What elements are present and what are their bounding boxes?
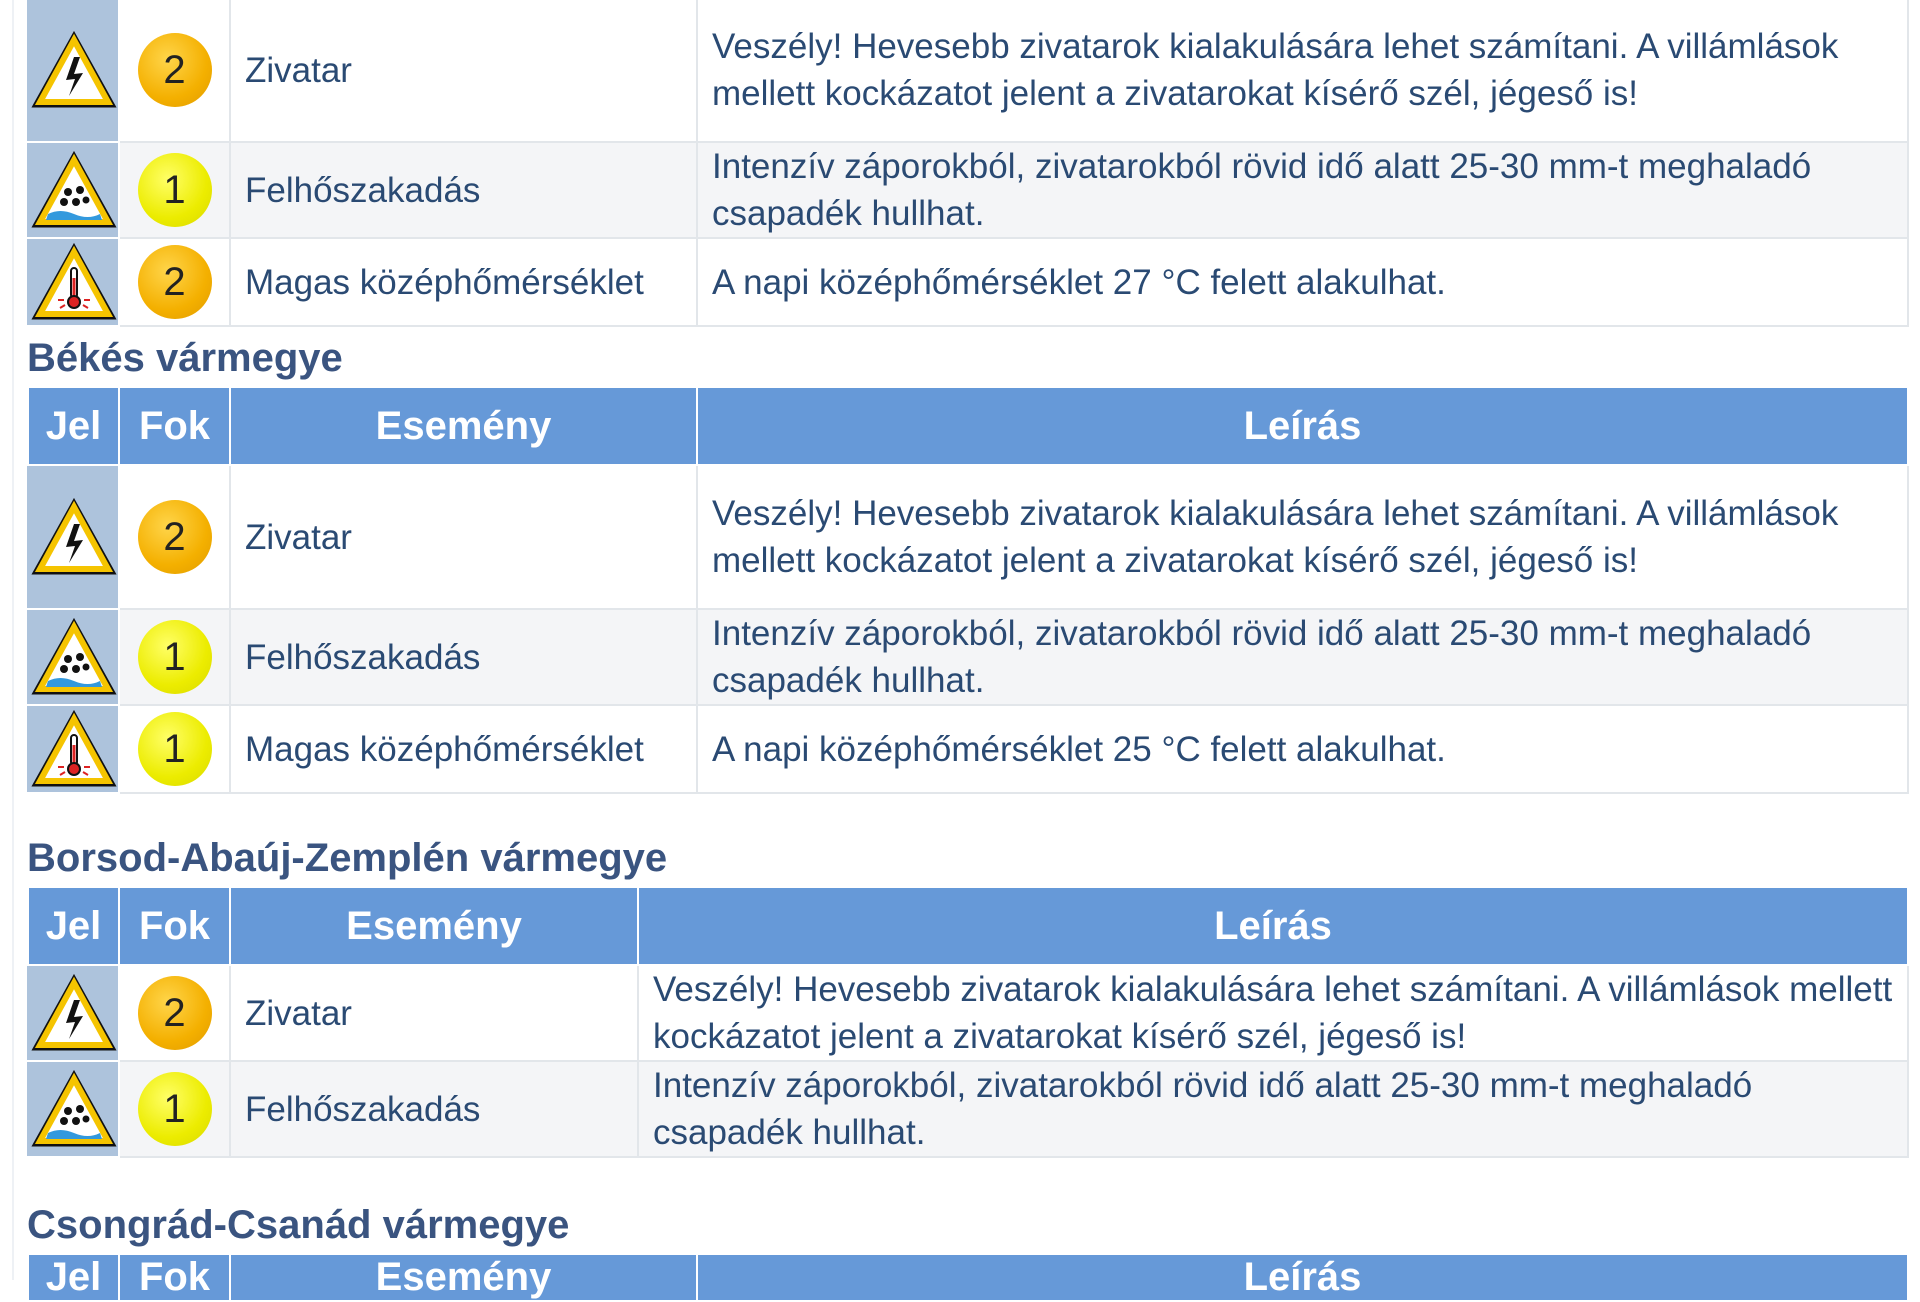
heavy-rain-warning-icon [30, 150, 118, 230]
heavy-rain-warning-icon [30, 617, 118, 697]
table-row [28, 609, 1908, 705]
icon-cell [28, 465, 119, 609]
table-header-row [28, 1254, 1908, 1301]
event-cell: Zivatar [230, 0, 697, 142]
description-cell: A napi középhőmérséklet 27 °C felett alakulhat. [697, 238, 1908, 326]
icon-cell [28, 609, 119, 705]
description-cell: Veszély! Hevesebb zivatarok kialakulására lehet számítani. A villámlások mellett kockázatot jelent a zivatarokat kísérő szél, jégeső is! [697, 0, 1908, 142]
event-cell: Zivatar [230, 965, 638, 1061]
level-badge: 1 [138, 712, 212, 786]
table-header-row [28, 887, 1908, 965]
header-leiras: Leírás [638, 887, 1908, 965]
level-badge: 2 [138, 976, 212, 1050]
level-cell [119, 705, 230, 793]
header-leiras: Leírás [697, 387, 1908, 465]
level-cell [119, 1061, 230, 1157]
icon-cell [28, 1061, 119, 1157]
thunderstorm-warning-icon [30, 497, 118, 577]
event-cell: Felhőszakadás [230, 609, 697, 705]
table-row [28, 705, 1908, 793]
event-cell: Zivatar [230, 465, 697, 609]
header-jel: Jel [28, 1254, 119, 1301]
table-row [28, 465, 1908, 609]
warning-table [27, 0, 1909, 327]
page-left-border [12, 0, 14, 1280]
header-esemeny: Esemény [230, 887, 638, 965]
header-esemeny: Esemény [230, 1254, 697, 1301]
header-esemeny: Esemény [230, 387, 697, 465]
high-temperature-warning-icon [30, 242, 118, 322]
icon-cell [28, 142, 119, 238]
description-cell: Intenzív záporokból, zivatarokból rövid idő alatt 25-30 mm-t meghaladó csapadék hullhat. [697, 142, 1908, 238]
level-badge: 1 [138, 620, 212, 694]
table-row [28, 142, 1908, 238]
high-temperature-warning-icon [30, 709, 118, 789]
level-badge: 2 [138, 33, 212, 107]
region-title: Békés vármegye [27, 336, 343, 380]
level-badge: 2 [138, 500, 212, 574]
event-cell: Magas középhőmérséklet [230, 238, 697, 326]
icon-cell [28, 705, 119, 793]
level-cell [119, 609, 230, 705]
table-row [28, 1061, 1908, 1157]
level-badge: 2 [138, 245, 212, 319]
table-row [28, 238, 1908, 326]
icon-cell [28, 965, 119, 1061]
level-cell [119, 142, 230, 238]
description-cell: Intenzív záporokból, zivatarokból rövid idő alatt 25-30 mm-t meghaladó csapadék hullhat. [697, 609, 1908, 705]
description-cell: A napi középhőmérséklet 25 °C felett alakulhat. [697, 705, 1908, 793]
warning-table [27, 386, 1909, 794]
heavy-rain-warning-icon [30, 1069, 118, 1149]
event-cell: Felhőszakadás [230, 1061, 638, 1157]
level-badge: 1 [138, 153, 212, 227]
level-badge: 1 [138, 1072, 212, 1146]
warning-table [27, 1253, 1909, 1302]
icon-cell [28, 0, 119, 142]
description-cell: Intenzív záporokból, zivatarokból rövid idő alatt 25-30 mm-t meghaladó csapadék hullhat. [638, 1061, 1908, 1157]
table-row [28, 0, 1908, 142]
level-cell [119, 965, 230, 1061]
level-cell [119, 238, 230, 326]
header-jel: Jel [28, 887, 119, 965]
level-cell [119, 465, 230, 609]
level-cell [119, 0, 230, 142]
event-cell: Magas középhőmérséklet [230, 705, 697, 793]
region-title: Csongrád-Csanád vármegye [27, 1203, 570, 1247]
description-cell: Veszély! Hevesebb zivatarok kialakulására lehet számítani. A villámlások mellett kockázatot jelent a zivatarokat kísérő szél, jégeső is! [697, 465, 1908, 609]
event-cell: Felhőszakadás [230, 142, 697, 238]
header-fok: Fok [119, 887, 230, 965]
header-leiras: Leírás [697, 1254, 1908, 1301]
header-fok: Fok [119, 387, 230, 465]
icon-cell [28, 238, 119, 326]
table-row [28, 965, 1908, 1061]
thunderstorm-warning-icon [30, 30, 118, 110]
warning-table [27, 886, 1909, 1158]
table-header-row [28, 387, 1908, 465]
header-jel: Jel [28, 387, 119, 465]
description-cell: Veszély! Hevesebb zivatarok kialakulására lehet számítani. A villámlások mellett kockázatot jelent a zivatarokat kísérő szél, jégeső is! [638, 965, 1908, 1061]
region-title: Borsod-Abaúj-Zemplén vármegye [27, 836, 668, 880]
header-fok: Fok [119, 1254, 230, 1301]
thunderstorm-warning-icon [30, 973, 118, 1053]
